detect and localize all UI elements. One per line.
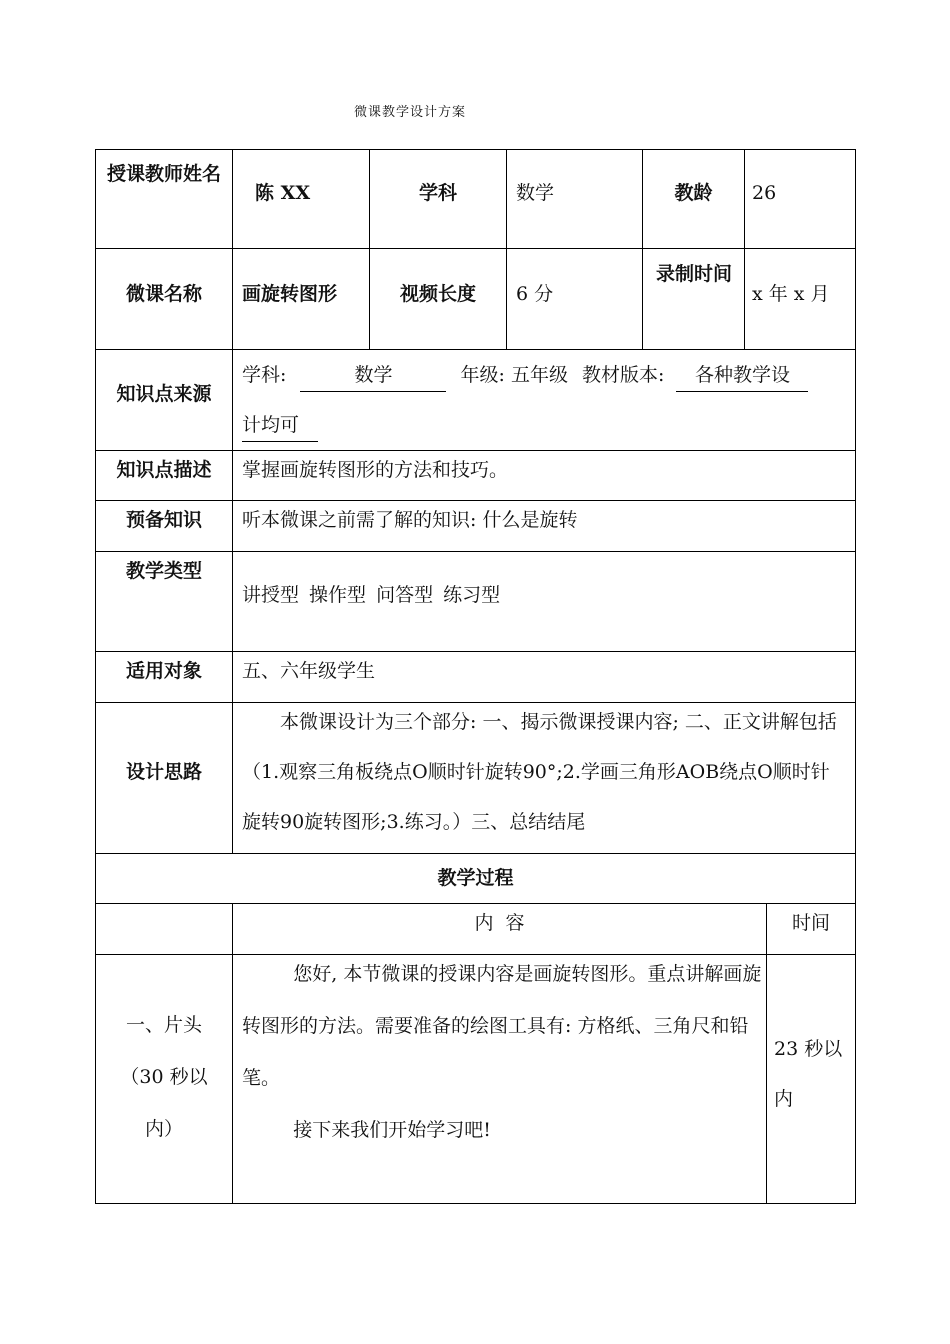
- time-header: 时间: [791, 912, 830, 934]
- teaching-type-value: 讲授型 操作型 问答型 练习型: [242, 584, 501, 606]
- record-time-value: x 年 x 月: [752, 283, 830, 305]
- subject-value: 数学: [516, 182, 555, 204]
- step1-paragraph-1: 您好, 本节微课的授课内容是画旋转图形。重点讲解画旋转图形的方法。需要准备的绘图工具有: 方格纸、三角尺和铅笔。: [242, 963, 762, 1089]
- teacher-value: 陈 XX: [255, 182, 311, 204]
- step1-content: [242, 948, 762, 1156]
- step1-label: 一、片头（30 秒以内）: [120, 1014, 208, 1140]
- lesson-name-value: 画旋转图形: [242, 283, 338, 305]
- source-subject-prefix: 学科:: [242, 364, 287, 386]
- source-edition-prefix: 教材版本:: [582, 364, 665, 386]
- video-length-label: 视频长度: [399, 283, 476, 305]
- prerequisite-label: 预备知识: [125, 509, 202, 531]
- document-title: 微课教学设计方案: [353, 105, 466, 120]
- record-time-label: 录制时间: [656, 263, 733, 285]
- video-length-value: 6 分: [516, 283, 554, 305]
- teaching-process-heading: 教学过程: [437, 867, 514, 889]
- source-edition-value-1: 各种教学设: [676, 359, 808, 392]
- target-audience-label: 适用对象: [125, 660, 202, 682]
- subject-label: 学科: [418, 182, 457, 204]
- teaching-type-label: 教学类型: [125, 560, 202, 582]
- knowledge-desc-value: 掌握画旋转图形的方法和技巧。: [242, 459, 509, 481]
- design-idea-label: 设计思路: [125, 761, 202, 783]
- source-grade: 年级: 五年级: [460, 364, 568, 386]
- design-idea-value: 本微课设计为三个部分: 一、揭示微课授课内容; 二、正文讲解包括（1.观察三角板绕点O顺时针旋转90°;2.学画三角形AOB绕点O顺时针旋转90旋转图形;3.练习。）三、总结结尾: [242, 711, 837, 833]
- lesson-name-label: 微课名称: [125, 283, 202, 305]
- step1-time: 23 秒以内: [774, 1038, 843, 1110]
- prerequisite-value: 听本微课之前需了解的知识: 什么是旋转: [242, 509, 578, 531]
- knowledge-desc-label: 知识点描述: [116, 459, 212, 481]
- source-subject-value: 数学: [300, 359, 446, 392]
- teaching-age-label: 教龄: [674, 182, 713, 204]
- step1-paragraph-2: 接下来我们开始学习吧!: [293, 1119, 491, 1141]
- knowledge-source-label: 知识点来源: [116, 383, 212, 405]
- teacher-label: 授课教师姓名: [106, 163, 221, 185]
- teaching-age-value: 26: [752, 182, 777, 204]
- source-edition-value-2: 计均可: [242, 409, 318, 442]
- content-header: 内 容: [474, 912, 525, 934]
- knowledge-source-value: [242, 350, 850, 450]
- target-audience-value: 五、六年级学生: [242, 660, 376, 682]
